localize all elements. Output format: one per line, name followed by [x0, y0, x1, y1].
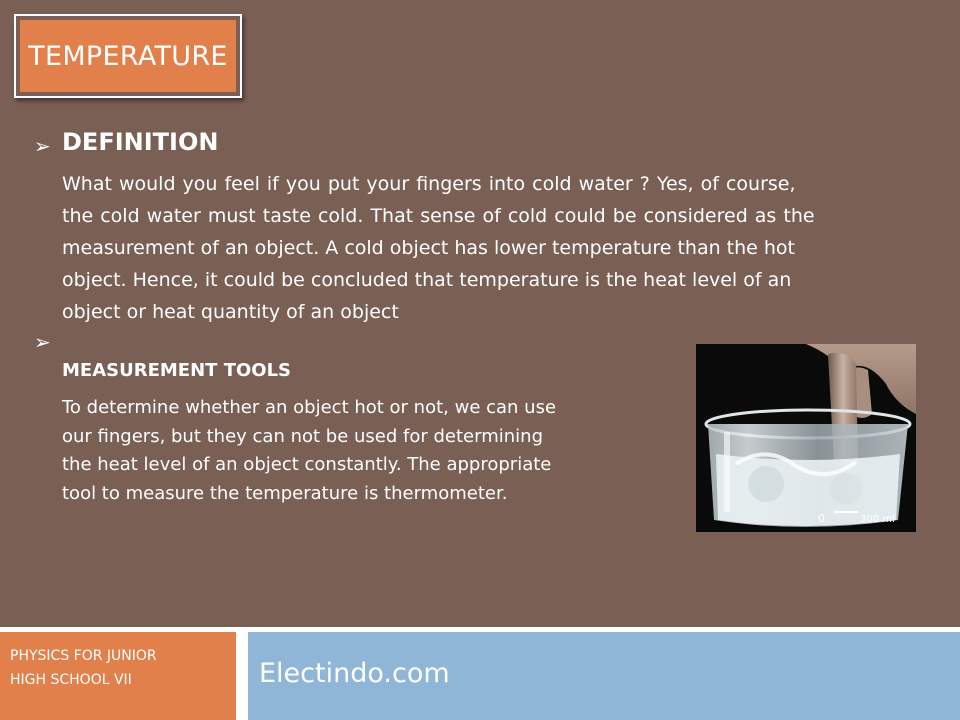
beaker-mark-zero: 0	[818, 512, 825, 525]
finger-in-beaker-photo	[696, 344, 916, 532]
definition-text	[62, 168, 928, 328]
definition-heading: DEFINITION	[62, 128, 219, 156]
footer-separator	[236, 632, 248, 720]
footer-course-panel	[0, 632, 236, 720]
measurement-bullet-icon: ➢	[34, 330, 51, 354]
title-box	[14, 14, 242, 98]
measurement-line: our fingers, but they can not be used for determining	[62, 425, 543, 447]
footer-site-panel	[248, 632, 960, 720]
measurement-tools-heading: MEASUREMENT TOOLS	[62, 360, 292, 381]
footer-site-label: Electindo.com	[259, 658, 450, 689]
definition-line: object or heat quantity of an object	[62, 301, 399, 323]
footer-course-line: HIGH SCHOOL VII	[10, 672, 132, 688]
definition-line: measurement of an object. A cold object has lower temperature than the hot	[62, 237, 796, 259]
definition-bullet-icon: ➢	[34, 134, 51, 158]
beaker-photo-illustration	[696, 344, 916, 532]
measurement-line: the heat level of an object constantly. The appropriate	[62, 454, 552, 475]
definition-line: What would you feel if you put your fingers into cold water ? Yes, of course,	[62, 173, 796, 195]
footer-course-label	[10, 644, 157, 692]
beaker-mark-volume: 300 ml	[860, 514, 895, 525]
measurement-tools-text	[62, 394, 662, 508]
slide-title: TEMPERATURE	[28, 40, 228, 72]
definition-line: the cold water must taste cold. That sense of cold could be considered as the	[62, 205, 815, 227]
measurement-line: To determine whether an object hot or not, we can use	[62, 397, 557, 418]
title-box-fill	[20, 20, 236, 92]
definition-line: object. Hence, it could be concluded that temperature is the heat level of an	[62, 269, 792, 291]
measurement-line: tool to measure the temperature is thermometer.	[62, 482, 508, 504]
footer-course-line: PHYSICS FOR JUNIOR	[10, 648, 157, 664]
